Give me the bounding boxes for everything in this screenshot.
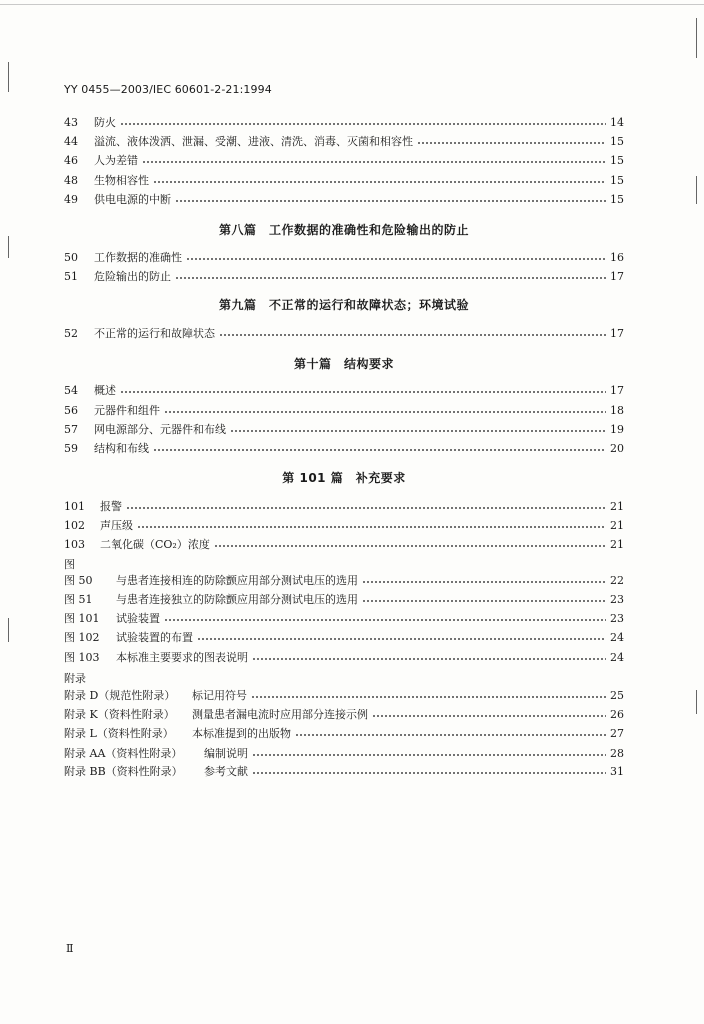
toc-entry[interactable] — [64, 440, 624, 456]
toc-entry-number: 附录 K（资料性附录） — [64, 708, 175, 721]
dot-leader — [120, 123, 606, 125]
dot-leader — [126, 507, 606, 509]
toc-entry-title: 工作数据的准确性 — [94, 251, 182, 264]
toc-entry[interactable] — [64, 687, 624, 703]
dot-leader — [186, 258, 606, 260]
part-heading: 第九篇 不正常的运行和故障状态；环境试验 — [218, 298, 469, 312]
toc-entry-title: 人为差错 — [94, 154, 138, 167]
toc-entry[interactable] — [64, 629, 624, 645]
toc-entry-page: 21 — [610, 499, 624, 513]
toc-entry-page: 26 — [610, 707, 624, 721]
page-number: Ⅱ — [66, 942, 74, 955]
toc-entry-page: 27 — [610, 726, 624, 740]
toc-entry-number: 101 — [64, 499, 85, 513]
toc-entry-number: 附录 AA（资料性附录） — [64, 747, 183, 760]
part-heading: 第 101 篇 补充要求 — [282, 471, 406, 485]
toc-entry-title: 生物相容性 — [94, 174, 149, 187]
toc-entry-number: 52 — [64, 326, 78, 340]
toc-entry-title: 本标准提到的出版物 — [192, 727, 291, 740]
toc-entry-title: 不正常的运行和故障状态 — [94, 327, 215, 340]
dot-leader — [214, 545, 606, 547]
toc-entry-number: 59 — [64, 441, 78, 455]
toc-entry-page: 14 — [610, 115, 624, 129]
toc-entry-page: 24 — [610, 630, 624, 644]
toc-entry-number: 46 — [64, 153, 78, 167]
top-border-line — [0, 4, 704, 5]
toc-entry-page: 16 — [610, 250, 624, 264]
toc-entry[interactable] — [64, 172, 624, 188]
toc-entry[interactable] — [64, 421, 624, 437]
toc-entry-page: 20 — [610, 441, 624, 455]
toc-entry[interactable] — [64, 498, 624, 514]
toc-entry-title: 供电电源的中断 — [94, 193, 171, 206]
toc-entry-number: 43 — [64, 115, 78, 129]
toc-entry[interactable] — [64, 745, 624, 761]
toc-entry-page: 19 — [610, 422, 624, 436]
toc-entry-title: 编制说明 — [204, 747, 248, 760]
toc-entry-page: 28 — [610, 746, 624, 760]
toc-entry-title: 测量患者漏电流时应用部分连接示例 — [192, 708, 368, 721]
toc-entry-page: 15 — [610, 134, 624, 148]
dot-leader — [295, 734, 606, 736]
dot-leader — [251, 696, 606, 698]
toc-entry-number: 54 — [64, 383, 78, 397]
toc-entry-page: 25 — [610, 688, 624, 702]
toc-entry-page: 21 — [610, 537, 624, 551]
toc-entry[interactable] — [64, 133, 624, 149]
scan-margin-mark — [8, 618, 9, 642]
dot-leader — [417, 142, 606, 144]
scan-margin-mark — [8, 236, 9, 258]
toc-entry-title: 结构和布线 — [94, 442, 149, 455]
toc-entry[interactable] — [64, 517, 624, 533]
dot-leader — [362, 600, 606, 602]
toc-entry-number: 49 — [64, 192, 78, 206]
dot-leader — [372, 715, 606, 717]
toc-entry-number: 44 — [64, 134, 78, 148]
toc-entry-page: 23 — [610, 611, 624, 625]
toc-entry-page: 15 — [610, 153, 624, 167]
dot-leader — [252, 754, 606, 756]
toc-entry[interactable] — [64, 591, 624, 607]
toc-entry-title: 与患者连接相连的防除颤应用部分测试电压的选用 — [116, 574, 358, 587]
toc-entry-title: 概述 — [94, 384, 116, 397]
dot-leader — [153, 449, 606, 451]
toc-entry-title: 试验装置 — [116, 612, 160, 625]
dot-leader — [197, 638, 606, 640]
toc-entry-page: 17 — [610, 383, 624, 397]
document-header: YY 0455—2003/IEC 60601-2-21:1994 — [64, 83, 272, 96]
toc-entry-title: 网电源部分、元器件和布线 — [94, 423, 226, 436]
toc-entry[interactable] — [64, 325, 624, 341]
toc-entry-page: 23 — [610, 592, 624, 606]
part-heading: 第十篇 结构要求 — [293, 357, 394, 371]
toc-entry-number: 48 — [64, 173, 78, 187]
dot-leader — [153, 181, 606, 183]
toc-entry-number: 102 — [64, 518, 85, 532]
toc-group-label: 附录 — [64, 672, 86, 685]
dot-leader — [175, 277, 606, 279]
toc-entry-number: 附录 D（规范性附录） — [64, 689, 176, 702]
dot-leader — [137, 526, 606, 528]
toc-entry-page: 21 — [610, 518, 624, 532]
toc-entry-number: 50 — [64, 250, 78, 264]
dot-leader — [142, 161, 606, 163]
toc-entry-title: 声压级 — [100, 519, 133, 532]
toc-entry[interactable] — [64, 706, 624, 722]
toc-entry-page: 24 — [610, 650, 624, 664]
toc-entry-page: 15 — [610, 173, 624, 187]
dot-leader — [252, 658, 606, 660]
dot-leader — [252, 772, 606, 774]
dot-leader — [164, 411, 606, 413]
toc-entry-page: 22 — [610, 573, 624, 587]
toc-entry-title: 与患者连接独立的防除颤应用部分测试电压的选用 — [116, 593, 358, 606]
toc-entry-number: 图 102 — [64, 631, 100, 644]
toc-entry-number: 57 — [64, 422, 78, 436]
toc-entry-number: 图 103 — [64, 651, 100, 664]
toc-entry-title: 本标准主要要求的图表说明 — [116, 651, 248, 664]
dot-leader — [230, 430, 606, 432]
toc-group-label: 图 — [64, 558, 75, 571]
toc-entry-number: 附录 L（资料性附录） — [64, 727, 174, 740]
toc-entry-title: 参考文献 — [204, 765, 248, 778]
toc-entry-title: 溢流、液体泼洒、泄漏、受潮、进液、清洗、消毒、灭菌和相容性 — [94, 135, 413, 148]
toc-entry-number: 56 — [64, 403, 78, 417]
toc-entry-number: 图 51 — [64, 593, 93, 606]
toc-entry-page: 31 — [610, 764, 624, 778]
dot-leader — [362, 581, 606, 583]
toc-entry-number: 图 50 — [64, 574, 93, 587]
toc-entry[interactable] — [64, 249, 624, 265]
toc-entry[interactable] — [64, 763, 624, 779]
toc-entry-number: 103 — [64, 537, 85, 551]
toc-entry[interactable] — [64, 402, 624, 418]
toc-entry-page: 15 — [610, 192, 624, 206]
toc-entry-title: 危险输出的防止 — [94, 270, 171, 283]
scan-margin-mark — [696, 18, 697, 58]
scan-margin-mark — [696, 690, 697, 714]
toc-entry-title: 二氧化碳（CO₂）浓度 — [100, 538, 210, 551]
scan-margin-mark — [8, 62, 9, 92]
dot-leader — [120, 391, 606, 393]
toc-entry-number: 图 101 — [64, 612, 100, 625]
dot-leader — [175, 200, 606, 202]
toc-entry[interactable] — [64, 610, 624, 626]
toc-entry[interactable] — [64, 649, 624, 665]
toc-entry-title: 防火 — [94, 116, 116, 129]
toc-entry[interactable] — [64, 152, 624, 168]
scan-margin-mark — [696, 176, 697, 204]
dot-leader — [219, 334, 606, 336]
toc-entry[interactable] — [64, 268, 624, 284]
toc-entry-title: 标记用符号 — [192, 689, 247, 702]
toc-entry-title: 报警 — [100, 500, 122, 513]
toc-entry-number: 附录 BB（资料性附录） — [64, 765, 183, 778]
toc-entry[interactable] — [64, 572, 624, 588]
toc-entry-number: 51 — [64, 269, 78, 283]
toc-entry-page: 17 — [610, 326, 624, 340]
toc-entry[interactable] — [64, 725, 624, 741]
toc-entry-title: 元器件和组件 — [94, 404, 160, 417]
part-heading: 第八篇 工作数据的准确性和危险输出的防止 — [218, 223, 469, 237]
toc-entry-title: 试验装置的布置 — [116, 631, 193, 644]
toc-entry[interactable] — [64, 114, 624, 130]
toc-entry[interactable] — [64, 536, 624, 552]
toc-entry-page: 18 — [610, 403, 624, 417]
toc-entry[interactable] — [64, 191, 624, 207]
toc-entry-page: 17 — [610, 269, 624, 283]
toc-entry[interactable] — [64, 382, 624, 398]
dot-leader — [164, 619, 606, 621]
